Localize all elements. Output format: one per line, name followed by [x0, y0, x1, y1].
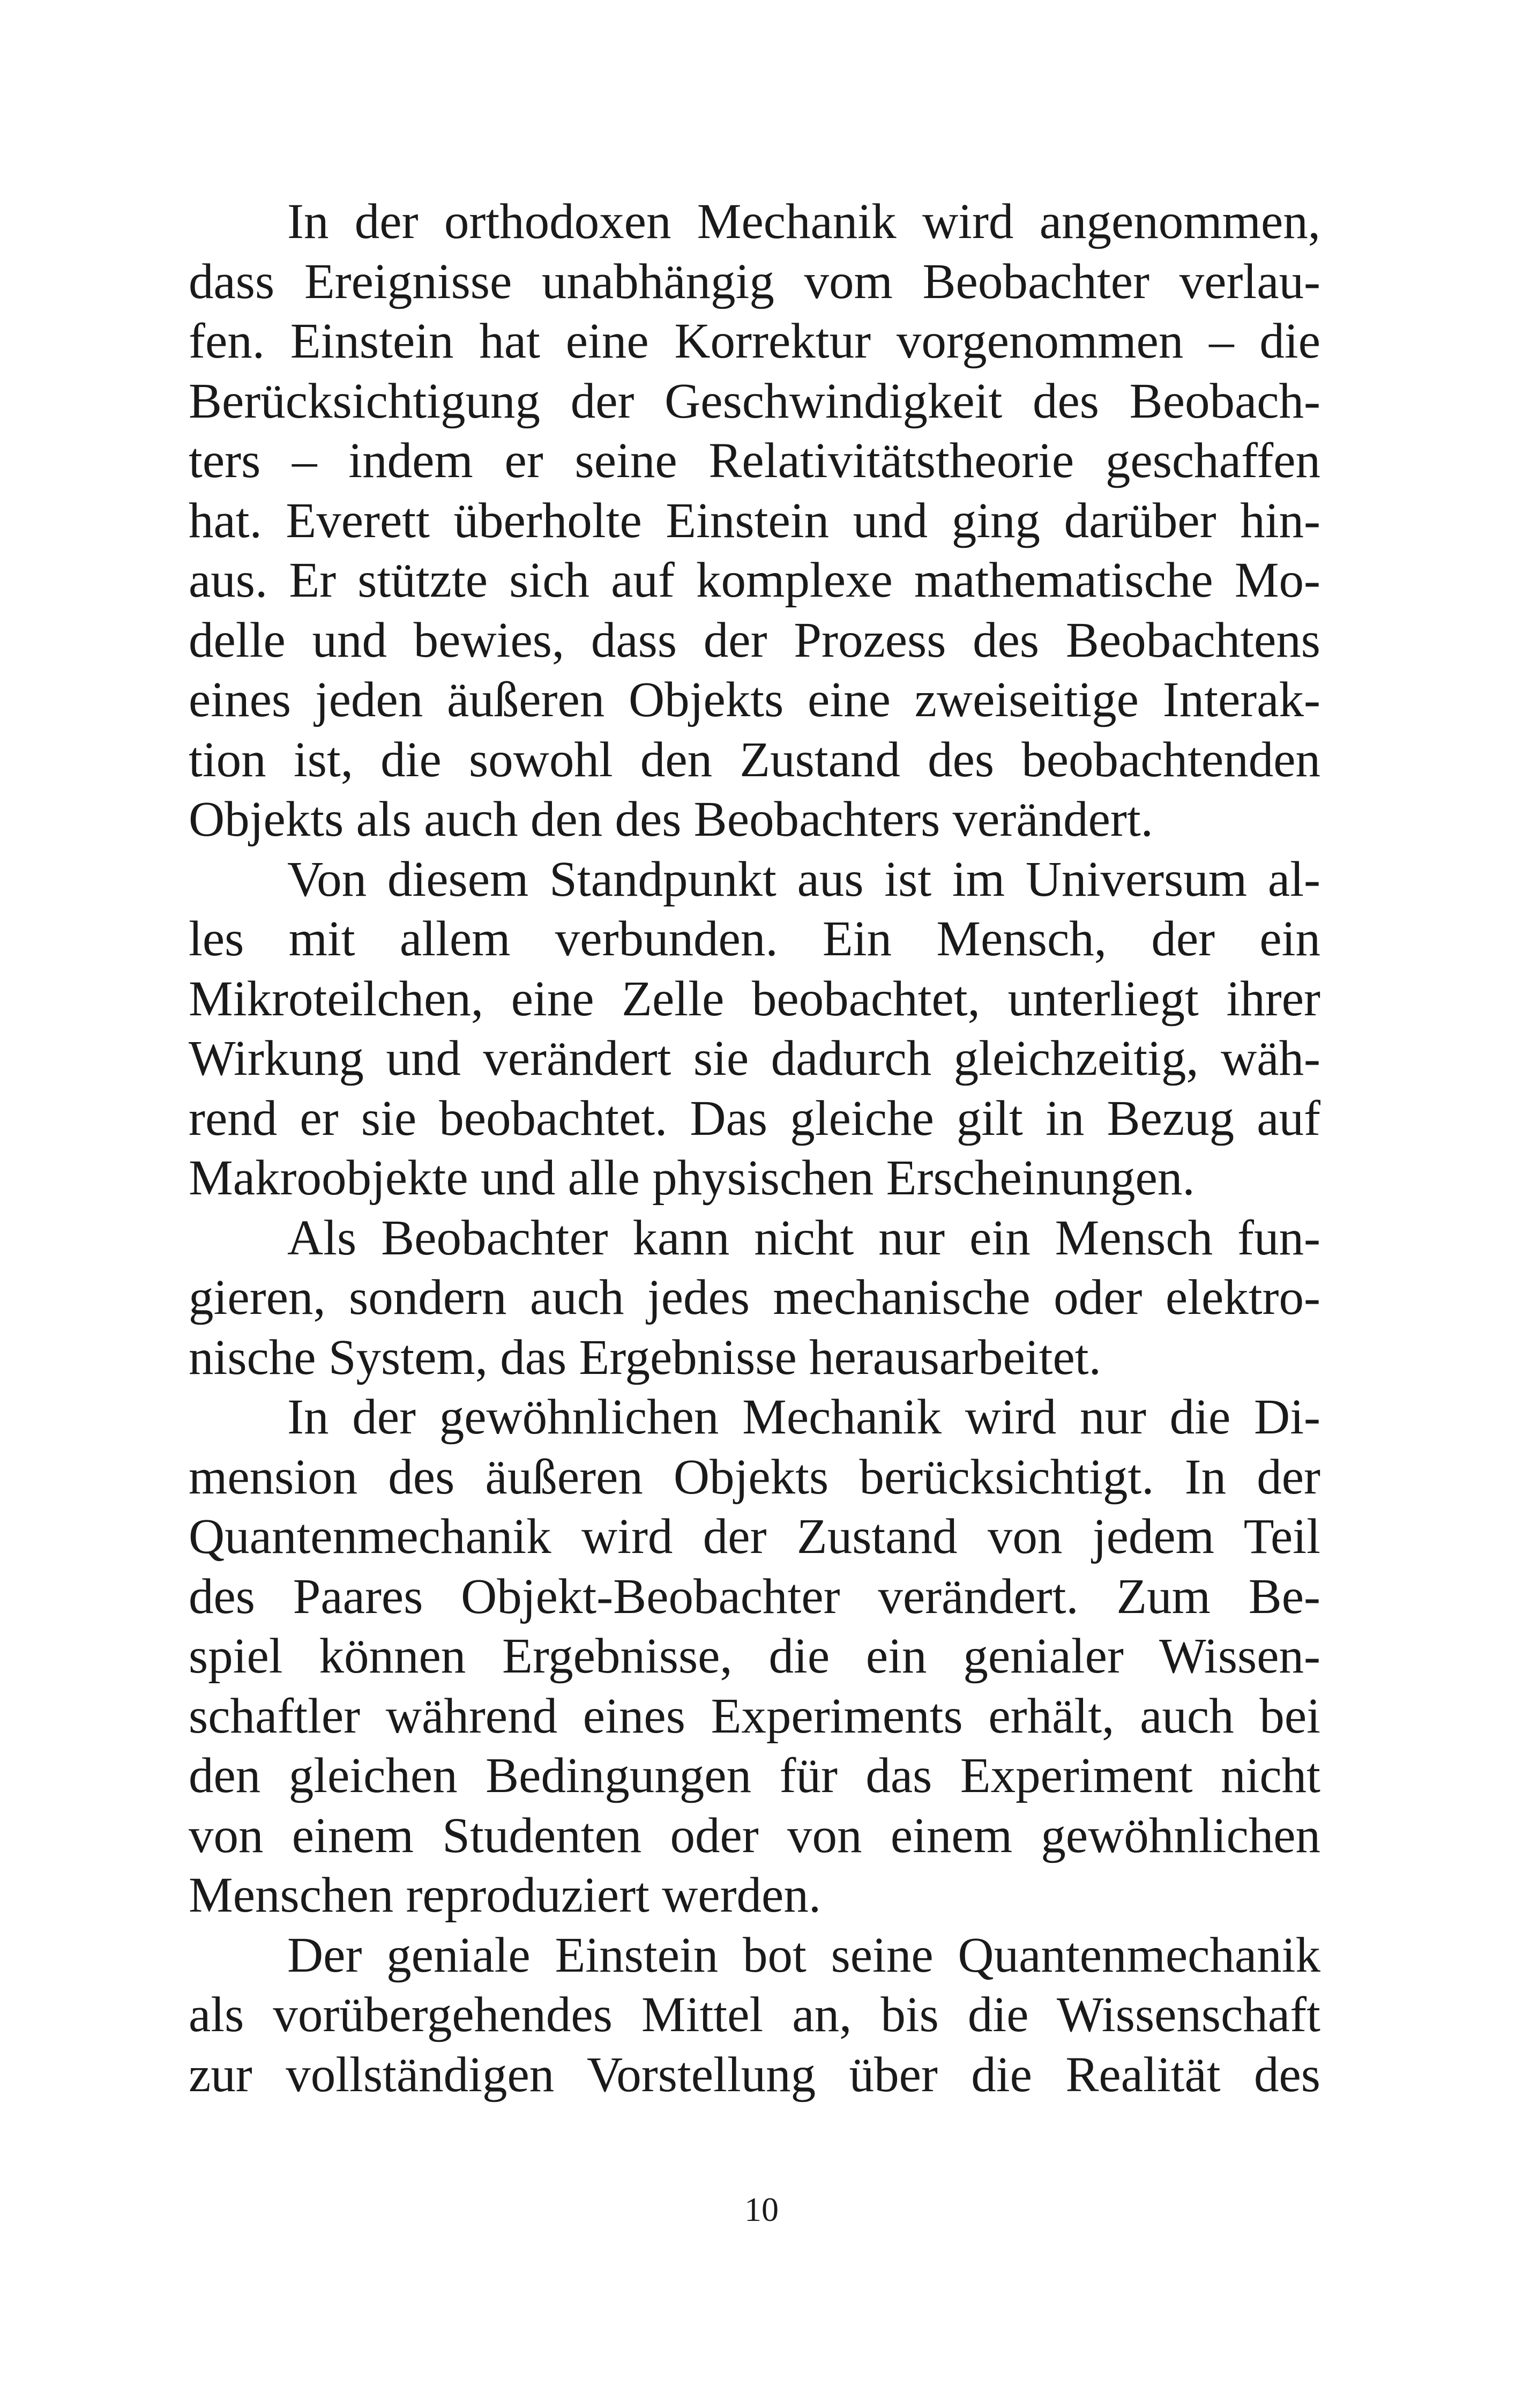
- text-line: Wirkung und verändert sie dadurch gleichzeitig, wäh-: [189, 1031, 1320, 1086]
- text-line: zur vollständigen Vorstellung über die Realität des: [189, 2047, 1320, 2102]
- paragraph: [189, 192, 1320, 850]
- text-line: Makroobjekte und alle physischen Erscheinungen.: [189, 1150, 1195, 1206]
- text-line: dass Ereignisse unabhängig vom Beobachter verlau-: [189, 254, 1320, 309]
- text-line: von einem Studenten oder von einem gewöhnlichen: [189, 1808, 1320, 1863]
- text-line: Von diesem Standpunkt aus ist im Universum al-: [287, 851, 1320, 907]
- text-line: In der gewöhnlichen Mechanik wird nur die Di-: [287, 1389, 1320, 1445]
- paragraph: [189, 850, 1320, 1208]
- text-line: als vorübergehendes Mittel an, bis die Wissenschaft: [189, 1987, 1320, 2042]
- text-line: In der orthodoxen Mechanik wird angenommen,: [287, 194, 1320, 249]
- paragraph: [189, 1387, 1320, 1926]
- body-text: [189, 192, 1320, 2105]
- text-line: fen. Einstein hat eine Korrektur vorgenommen – die: [189, 314, 1320, 369]
- text-line: gieren, sondern auch jedes mechanische oder elektro-: [189, 1270, 1320, 1325]
- text-line: hat. Everett überholte Einstein und ging darüber hin-: [189, 493, 1320, 548]
- text-line: Objekts als auch den des Beobachters verändert.: [189, 792, 1153, 847]
- text-line: schaftler während eines Experiments erhält, auch bei: [189, 1688, 1320, 1744]
- text-line: tion ist, die sowohl den Zustand des beobachtenden: [189, 732, 1320, 787]
- paragraph: [189, 1208, 1320, 1388]
- text-line: ters – indem er seine Relativitätstheorie geschaffen: [189, 433, 1320, 488]
- text-line: rend er sie beobachtet. Das gleiche gilt in Bezug auf: [189, 1090, 1320, 1146]
- text-line: delle und bewies, dass der Prozess des Beobachtens: [189, 612, 1320, 668]
- text-line: Mikroteilchen, eine Zelle beobachtet, unterliegt ihrer: [189, 971, 1320, 1027]
- text-line: nische System, das Ergebnisse herausarbeitet.: [189, 1329, 1101, 1385]
- text-line: eines jeden äußeren Objekts eine zweiseitige Interak-: [189, 672, 1320, 727]
- paragraph: [189, 1926, 1320, 2105]
- text-line: Menschen reproduziert werden.: [189, 1868, 822, 1923]
- text-line: Als Beobachter kann nicht nur ein Mensch fun-: [287, 1210, 1320, 1266]
- text-line: spiel können Ergebnisse, die ein genialer Wissen-: [189, 1629, 1320, 1684]
- text-line: Quantenmechanik wird der Zustand von jedem Teil: [189, 1509, 1320, 1564]
- text-line: des Paares Objekt-Beobachter verändert. Zum Be-: [189, 1569, 1320, 1624]
- text-line: Berücksichtigung der Geschwindigkeit des Beobach-: [189, 373, 1320, 429]
- page-number: 10: [744, 2190, 779, 2228]
- text-line: Der geniale Einstein bot seine Quantenmechanik: [287, 1927, 1320, 1983]
- text-line: mension des äußeren Objekts berücksichtigt. In der: [189, 1449, 1320, 1505]
- text-line: les mit allem verbunden. Ein Mensch, der ein: [189, 911, 1320, 967]
- text-line: den gleichen Bedingungen für das Experiment nicht: [189, 1748, 1320, 1803]
- text-line: aus. Er stützte sich auf komplexe mathematische Mo-: [189, 553, 1320, 608]
